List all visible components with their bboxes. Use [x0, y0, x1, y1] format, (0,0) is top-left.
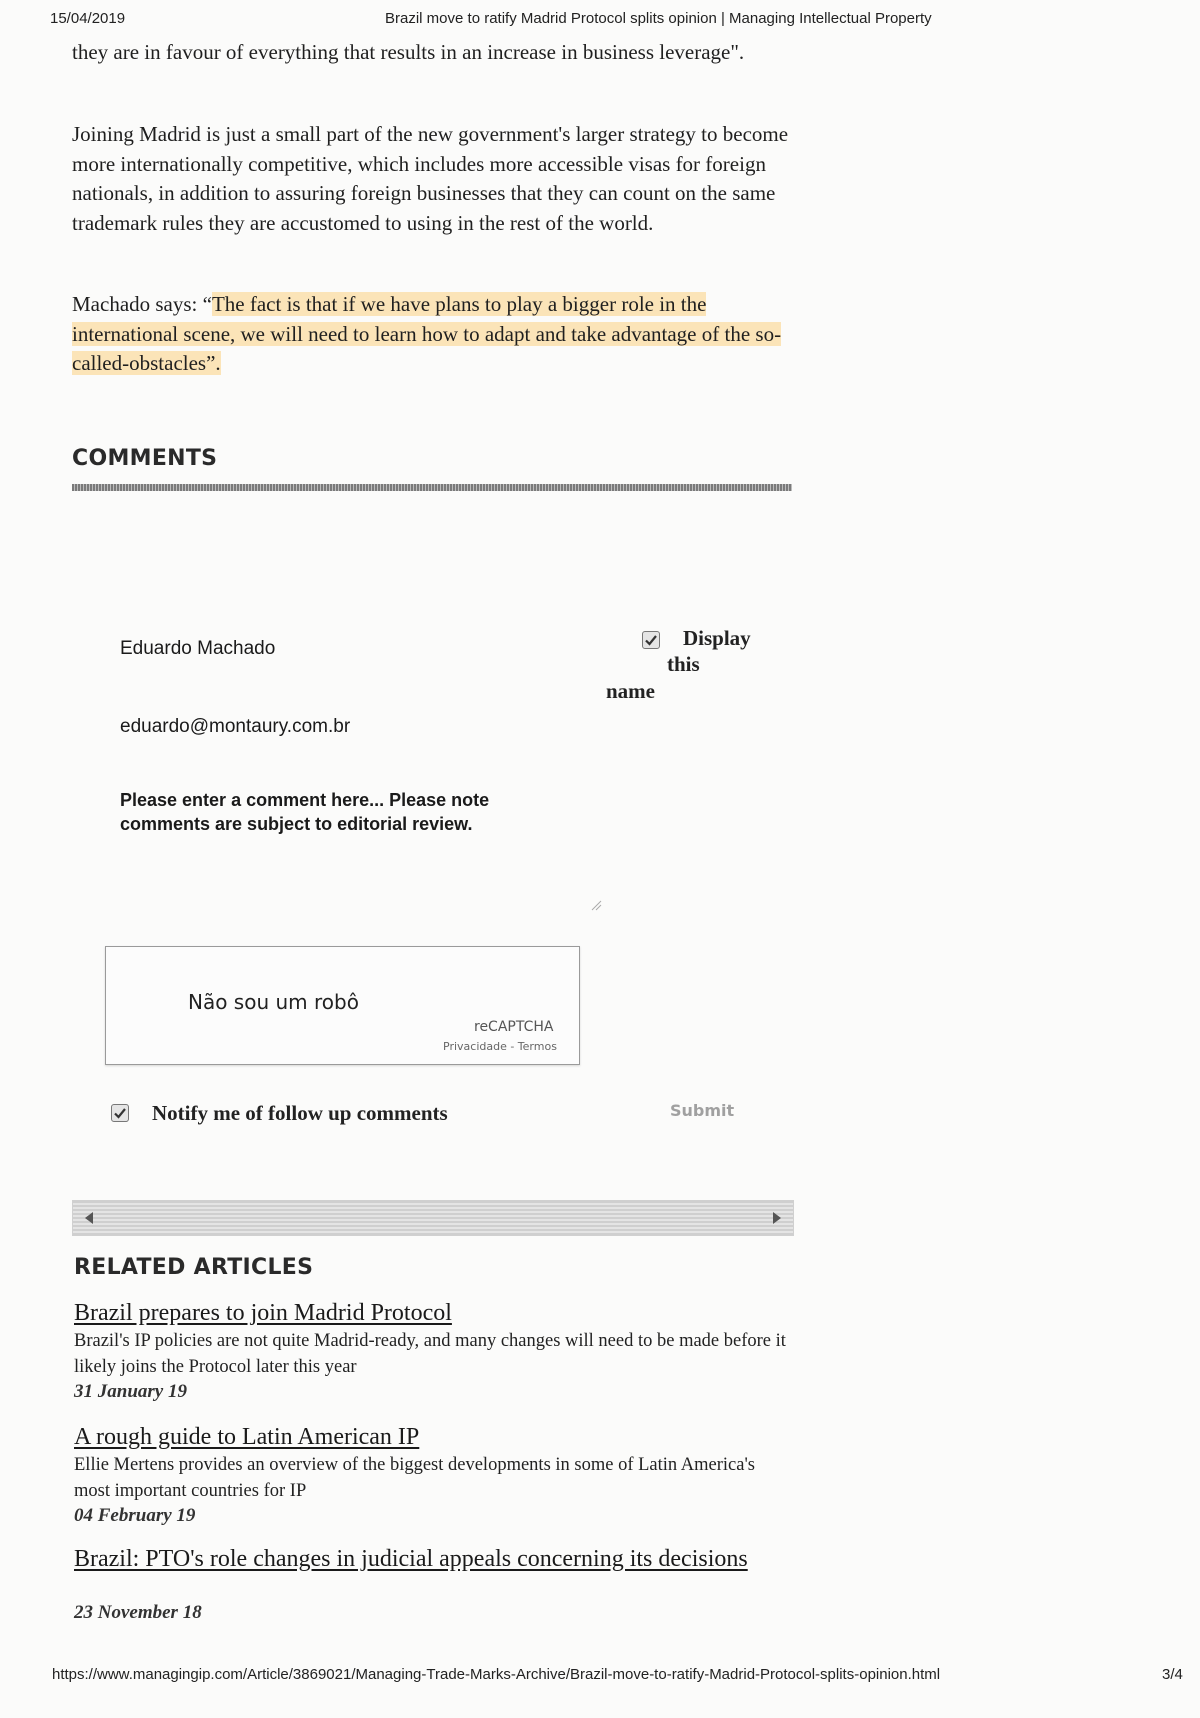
article-paragraph-2: Joining Madrid is just a small part of the new government's larger strategy to become more internationally competitive, which includes more accessible visas for foreign nationals, in addition to assuring foreign businesses that they can count on the same trademark rules they are accustomed to using in the rest of the world. [72, 122, 789, 235]
scroll-left-arrow-icon[interactable] [83, 1211, 95, 1230]
related-article-title[interactable]: A rough guide to Latin American IP [74, 1424, 420, 1450]
article-paragraph-3 [72, 290, 812, 379]
related-article-desc: Ellie Mertens provides an overview of the biggest developments in some of Latin America's most important countries for IP [74, 1455, 755, 1501]
comment-textarea[interactable]: Please enter a comment here... Please note comments are subject to editorial review. [120, 790, 490, 834]
display-name-checkbox[interactable] [642, 631, 660, 649]
display-name-label-2: this [667, 652, 700, 676]
print-url: https://www.managingip.com/Article/3869021/Managing-Trade-Marks-Archive/Brazil-move-to-ratify-Madrid-Protocol-splits-opinion.html [52, 1666, 941, 1683]
print-date: 15/04/2019 [50, 10, 126, 27]
recaptcha-widget[interactable] [105, 946, 580, 1065]
related-article-title[interactable]: Brazil prepares to join Madrid Protocol [74, 1300, 452, 1326]
recaptcha-brand: reCAPTCHA [474, 1019, 554, 1035]
horizontal-scrollbar[interactable] [72, 1200, 794, 1236]
related-article-title[interactable]: Brazil: PTO's role changes in judicial appeals concerning its decisions [74, 1546, 748, 1572]
quote-lead: Machado says: “ [72, 292, 212, 316]
notify-label: Notify me of follow up comments [152, 1101, 448, 1125]
print-page-title: Brazil move to ratify Madrid Protocol splits opinion | Managing Intellectual Property [385, 10, 932, 27]
related-article-desc: Brazil's IP policies are not quite Madrid-ready, and many changes will need to be made before it likely joins the Protocol later this year [74, 1331, 786, 1377]
print-page-number: 3/4 [1162, 1666, 1183, 1683]
checkbox-checked-icon[interactable] [642, 631, 660, 649]
related-article-date: 04 February 19 [74, 1505, 196, 1526]
submit-button[interactable]: Submit [670, 1101, 735, 1120]
recaptcha-label[interactable]: Não sou um robô [188, 990, 359, 1014]
name-field[interactable]: Eduardo Machado [120, 638, 276, 659]
display-name-label-1: Display [683, 626, 751, 650]
display-name-label-3: name [606, 679, 655, 703]
checkbox-checked-icon[interactable] [111, 1104, 129, 1122]
recaptcha-privacy-terms-links[interactable]: Privacidade - Termos [443, 1040, 557, 1053]
notify-checkbox[interactable] [111, 1104, 129, 1122]
article-paragraph-1: they are in favour of everything that results in an increase in business leverage". [72, 40, 745, 64]
highlighted-quote: The fact is that if we have plans to play a bigger role in the international scene, we will need to learn how to adapt and take advantage of the so-called-obstacles”. [72, 292, 782, 375]
related-article-date: 23 November 18 [74, 1602, 202, 1623]
related-article-date: 31 January 19 [74, 1381, 187, 1402]
related-articles-heading: RELATED ARTICLES [74, 1255, 314, 1280]
scroll-right-arrow-icon[interactable] [771, 1211, 783, 1230]
comments-heading: COMMENTS [72, 446, 218, 471]
email-field[interactable]: eduardo@montaury.com.br [120, 716, 351, 737]
comments-divider [72, 484, 792, 491]
textarea-resize-handle-icon[interactable] [590, 898, 602, 910]
